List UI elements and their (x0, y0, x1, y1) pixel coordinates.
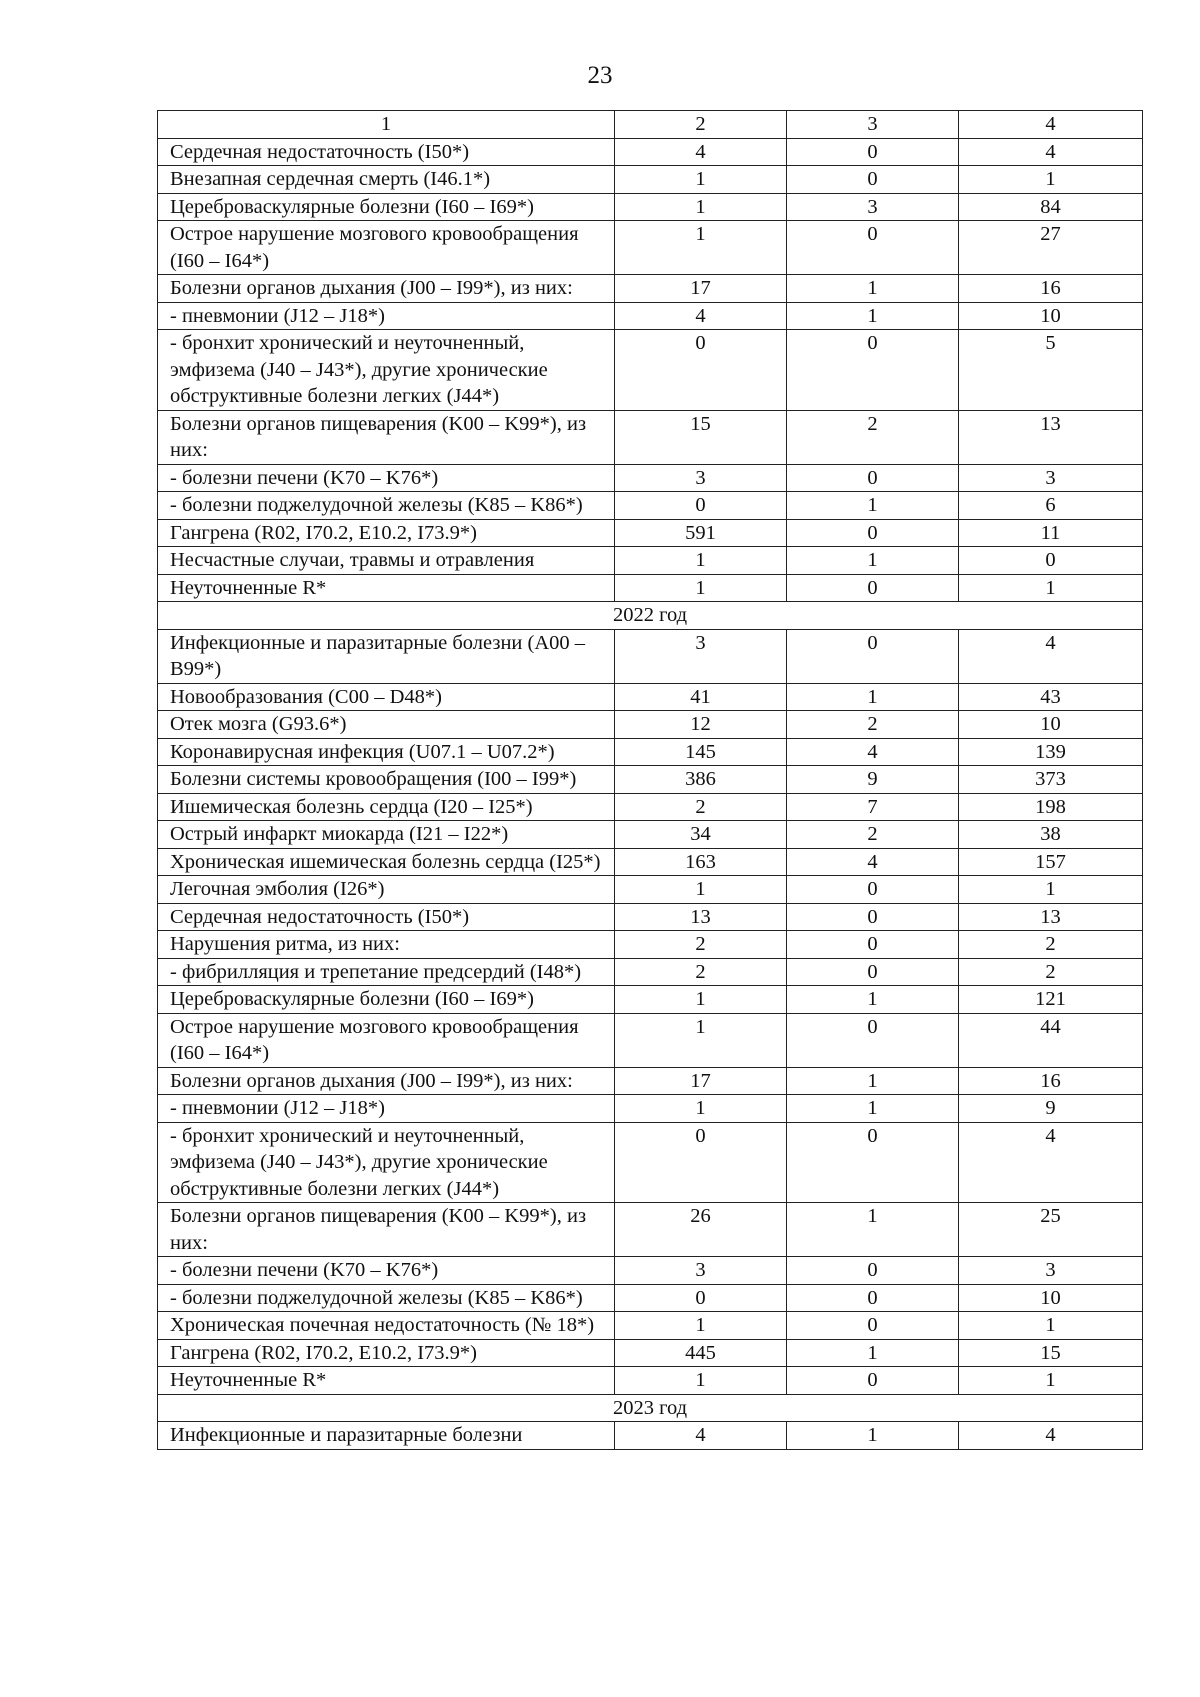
value-cell-col4: 4 (959, 629, 1143, 683)
value-cell-col4: 4 (959, 138, 1143, 166)
value-cell-col3: 0 (787, 1284, 959, 1312)
value-cell-col3: 0 (787, 958, 959, 986)
value-cell-col2: 41 (615, 683, 787, 711)
page-number: 23 (587, 62, 613, 89)
value-cell-col4: 10 (959, 1284, 1143, 1312)
value-cell-col3: 0 (787, 629, 959, 683)
value-cell-col2: 1 (615, 1367, 787, 1395)
value-cell-col3: 1 (787, 1203, 959, 1257)
disease-label-cell: Новообразования (C00 – D48*) (158, 683, 615, 711)
value-cell-col4: 3 (959, 464, 1143, 492)
value-cell-col4: 139 (959, 738, 1143, 766)
value-cell-col2: 1 (615, 574, 787, 602)
disease-label-cell: Цереброваскулярные болезни (I60 – I69*) (158, 193, 615, 221)
value-cell-col2: 445 (615, 1339, 787, 1367)
value-cell-col3: 1 (787, 547, 959, 575)
value-cell-col3: 1 (787, 683, 959, 711)
disease-label-cell: - пневмонии (J12 – J18*) (158, 302, 615, 330)
column-number-cell: 1 (158, 111, 615, 139)
table-row (158, 138, 1143, 166)
year-label: 2022 год (158, 602, 1143, 630)
table-row (158, 986, 1143, 1014)
value-cell-col2: 1 (615, 1013, 787, 1067)
disease-label-cell: Острое нарушение мозгового кровообращения (I60 – I64*) (158, 1013, 615, 1067)
value-cell-col2: 1 (615, 1095, 787, 1123)
value-cell-col4: 15 (959, 1339, 1143, 1367)
value-cell-col3: 1 (787, 1095, 959, 1123)
value-cell-col4: 157 (959, 848, 1143, 876)
disease-label-cell: Инфекционные и паразитарные болезни (A00 – B99*) (158, 629, 615, 683)
table-row (158, 1422, 1143, 1450)
column-number-cell: 4 (959, 111, 1143, 139)
table-row (158, 519, 1143, 547)
value-cell-col3: 4 (787, 848, 959, 876)
value-cell-col3: 0 (787, 464, 959, 492)
disease-label-cell: Цереброваскулярные болезни (I60 – I69*) (158, 986, 615, 1014)
disease-label-cell: Хроническая ишемическая болезнь сердца (I25*) (158, 848, 615, 876)
value-cell-col3: 0 (787, 221, 959, 275)
table-row (158, 876, 1143, 904)
value-cell-col3: 3 (787, 193, 959, 221)
disease-label-cell: Отек мозга (G93.6*) (158, 711, 615, 739)
value-cell-col2: 1 (615, 876, 787, 904)
year-section-row (158, 1394, 1143, 1422)
disease-label-cell: Острое нарушение мозгового кровообращения (I60 – I64*) (158, 221, 615, 275)
value-cell-col4: 25 (959, 1203, 1143, 1257)
value-cell-col2: 3 (615, 464, 787, 492)
table-row (158, 903, 1143, 931)
mortality-table (157, 110, 1143, 1450)
table-row (158, 330, 1143, 411)
table-row (158, 275, 1143, 303)
value-cell-col2: 0 (615, 1122, 787, 1203)
value-cell-col2: 34 (615, 821, 787, 849)
disease-label-cell: Сердечная недостаточность (I50*) (158, 903, 615, 931)
value-cell-col4: 2 (959, 958, 1143, 986)
table-row (158, 547, 1143, 575)
value-cell-col3: 1 (787, 275, 959, 303)
year-section-row (158, 602, 1143, 630)
value-cell-col2: 1 (615, 166, 787, 194)
value-cell-col3: 0 (787, 519, 959, 547)
table-row (158, 821, 1143, 849)
value-cell-col3: 0 (787, 1122, 959, 1203)
table-row (158, 848, 1143, 876)
table-row (158, 1257, 1143, 1285)
disease-label-cell: Острый инфаркт миокарда (I21 – I22*) (158, 821, 615, 849)
table-row (158, 574, 1143, 602)
value-cell-col3: 0 (787, 574, 959, 602)
value-cell-col2: 0 (615, 492, 787, 520)
disease-label-cell: Инфекционные и паразитарные болезни (158, 1422, 615, 1450)
value-cell-col2: 0 (615, 330, 787, 411)
disease-label-cell: - болезни поджелудочной железы (K85 – K86*) (158, 1284, 615, 1312)
table-row (158, 1284, 1143, 1312)
disease-label-cell: - болезни поджелудочной железы (K85 – K86*) (158, 492, 615, 520)
disease-label-cell: Несчастные случаи, травмы и отравления (158, 547, 615, 575)
disease-label-cell: Ишемическая болезнь сердца (I20 – I25*) (158, 793, 615, 821)
table-row (158, 1013, 1143, 1067)
table-row (158, 410, 1143, 464)
disease-label-cell: - бронхит хронический и неуточненный, эмфизема (J40 – J43*), другие хронические обструктивные болезни легких (J44*) (158, 330, 615, 411)
value-cell-col2: 2 (615, 793, 787, 821)
value-cell-col2: 17 (615, 275, 787, 303)
value-cell-col2: 2 (615, 931, 787, 959)
value-cell-col4: 4 (959, 1422, 1143, 1450)
table-row (158, 1203, 1143, 1257)
table-row (158, 1067, 1143, 1095)
disease-label-cell: - пневмонии (J12 – J18*) (158, 1095, 615, 1123)
column-number-cell: 2 (615, 111, 787, 139)
disease-label-cell: Неуточненные R* (158, 1367, 615, 1395)
value-cell-col4: 16 (959, 275, 1143, 303)
value-cell-col3: 0 (787, 1312, 959, 1340)
value-cell-col3: 2 (787, 821, 959, 849)
value-cell-col4: 121 (959, 986, 1143, 1014)
value-cell-col3: 1 (787, 1339, 959, 1367)
table-row (158, 1122, 1143, 1203)
value-cell-col2: 1 (615, 193, 787, 221)
table-row (158, 738, 1143, 766)
disease-label-cell: Коронавирусная инфекция (U07.1 – U07.2*) (158, 738, 615, 766)
value-cell-col4: 44 (959, 1013, 1143, 1067)
table-row (158, 302, 1143, 330)
value-cell-col2: 4 (615, 1422, 787, 1450)
value-cell-col3: 0 (787, 1367, 959, 1395)
value-cell-col2: 1 (615, 986, 787, 1014)
value-cell-col2: 15 (615, 410, 787, 464)
value-cell-col4: 0 (959, 547, 1143, 575)
disease-label-cell: - фибрилляция и трепетание предсердий (I48*) (158, 958, 615, 986)
value-cell-col4: 1 (959, 166, 1143, 194)
value-cell-col4: 11 (959, 519, 1143, 547)
value-cell-col4: 6 (959, 492, 1143, 520)
table-row (158, 166, 1143, 194)
value-cell-col4: 16 (959, 1067, 1143, 1095)
value-cell-col2: 3 (615, 629, 787, 683)
table-row (158, 766, 1143, 794)
value-cell-col3: 4 (787, 738, 959, 766)
value-cell-col3: 2 (787, 410, 959, 464)
disease-label-cell: Неуточненные R* (158, 574, 615, 602)
disease-label-cell: Болезни органов пищеварения (K00 – K99*), из них: (158, 410, 615, 464)
value-cell-col4: 4 (959, 1122, 1143, 1203)
value-cell-col4: 38 (959, 821, 1143, 849)
value-cell-col3: 1 (787, 986, 959, 1014)
value-cell-col3: 0 (787, 903, 959, 931)
value-cell-col3: 1 (787, 1422, 959, 1450)
value-cell-col4: 10 (959, 302, 1143, 330)
value-cell-col4: 10 (959, 711, 1143, 739)
disease-label-cell: - болезни печени (K70 – K76*) (158, 1257, 615, 1285)
value-cell-col4: 3 (959, 1257, 1143, 1285)
table-row (158, 1339, 1143, 1367)
year-label: 2023 год (158, 1394, 1143, 1422)
column-number-row (158, 111, 1143, 139)
value-cell-col3: 0 (787, 1013, 959, 1067)
value-cell-col2: 0 (615, 1284, 787, 1312)
value-cell-col2: 3 (615, 1257, 787, 1285)
disease-label-cell: - бронхит хронический и неуточненный, эмфизема (J40 – J43*), другие хронические обструктивные болезни легких (J44*) (158, 1122, 615, 1203)
value-cell-col2: 4 (615, 302, 787, 330)
value-cell-col4: 1 (959, 574, 1143, 602)
value-cell-col3: 2 (787, 711, 959, 739)
value-cell-col3: 0 (787, 931, 959, 959)
value-cell-col2: 1 (615, 221, 787, 275)
disease-label-cell: Нарушения ритма, из них: (158, 931, 615, 959)
disease-label-cell: Болезни системы кровообращения (I00 – I99*) (158, 766, 615, 794)
value-cell-col3: 1 (787, 302, 959, 330)
disease-label-cell: Болезни органов дыхания (J00 – I99*), из них: (158, 275, 615, 303)
table-row (158, 1312, 1143, 1340)
value-cell-col2: 4 (615, 138, 787, 166)
value-cell-col3: 0 (787, 138, 959, 166)
table-row (158, 711, 1143, 739)
table-row (158, 464, 1143, 492)
value-cell-col2: 17 (615, 1067, 787, 1095)
disease-label-cell: Болезни органов пищеварения (K00 – K99*), из них: (158, 1203, 615, 1257)
value-cell-col3: 9 (787, 766, 959, 794)
table-row (158, 931, 1143, 959)
disease-label-cell: Хроническая почечная недостаточность (№ 18*) (158, 1312, 615, 1340)
disease-label-cell: Внезапная сердечная смерть (I46.1*) (158, 166, 615, 194)
value-cell-col4: 198 (959, 793, 1143, 821)
value-cell-col4: 1 (959, 1367, 1143, 1395)
value-cell-col2: 13 (615, 903, 787, 931)
disease-label-cell: Легочная эмболия (I26*) (158, 876, 615, 904)
value-cell-col4: 84 (959, 193, 1143, 221)
value-cell-col3: 1 (787, 492, 959, 520)
disease-label-cell: Гангрена (R02, I70.2, E10.2, I73.9*) (158, 1339, 615, 1367)
table-row (158, 958, 1143, 986)
table-row (158, 221, 1143, 275)
value-cell-col3: 0 (787, 166, 959, 194)
value-cell-col2: 1 (615, 1312, 787, 1340)
value-cell-col2: 145 (615, 738, 787, 766)
table-row (158, 1367, 1143, 1395)
value-cell-col3: 1 (787, 1067, 959, 1095)
value-cell-col4: 2 (959, 931, 1143, 959)
table-row (158, 492, 1143, 520)
value-cell-col4: 27 (959, 221, 1143, 275)
disease-label-cell: - болезни печени (K70 – K76*) (158, 464, 615, 492)
value-cell-col4: 1 (959, 1312, 1143, 1340)
value-cell-col4: 5 (959, 330, 1143, 411)
value-cell-col3: 0 (787, 1257, 959, 1285)
column-number-cell: 3 (787, 111, 959, 139)
table-row (158, 629, 1143, 683)
value-cell-col4: 13 (959, 410, 1143, 464)
disease-label-cell: Сердечная недостаточность (I50*) (158, 138, 615, 166)
value-cell-col2: 386 (615, 766, 787, 794)
table-row (158, 793, 1143, 821)
value-cell-col4: 9 (959, 1095, 1143, 1123)
value-cell-col4: 43 (959, 683, 1143, 711)
value-cell-col2: 12 (615, 711, 787, 739)
disease-label-cell: Гангрена (R02, I70.2, E10.2, I73.9*) (158, 519, 615, 547)
value-cell-col2: 2 (615, 958, 787, 986)
table-row (158, 193, 1143, 221)
disease-label-cell: Болезни органов дыхания (J00 – I99*), из них: (158, 1067, 615, 1095)
value-cell-col3: 0 (787, 876, 959, 904)
table-row (158, 1095, 1143, 1123)
value-cell-col3: 7 (787, 793, 959, 821)
value-cell-col2: 163 (615, 848, 787, 876)
value-cell-col3: 0 (787, 330, 959, 411)
value-cell-col4: 373 (959, 766, 1143, 794)
value-cell-col4: 1 (959, 876, 1143, 904)
value-cell-col4: 13 (959, 903, 1143, 931)
value-cell-col2: 1 (615, 547, 787, 575)
value-cell-col2: 591 (615, 519, 787, 547)
value-cell-col2: 26 (615, 1203, 787, 1257)
table-row (158, 683, 1143, 711)
